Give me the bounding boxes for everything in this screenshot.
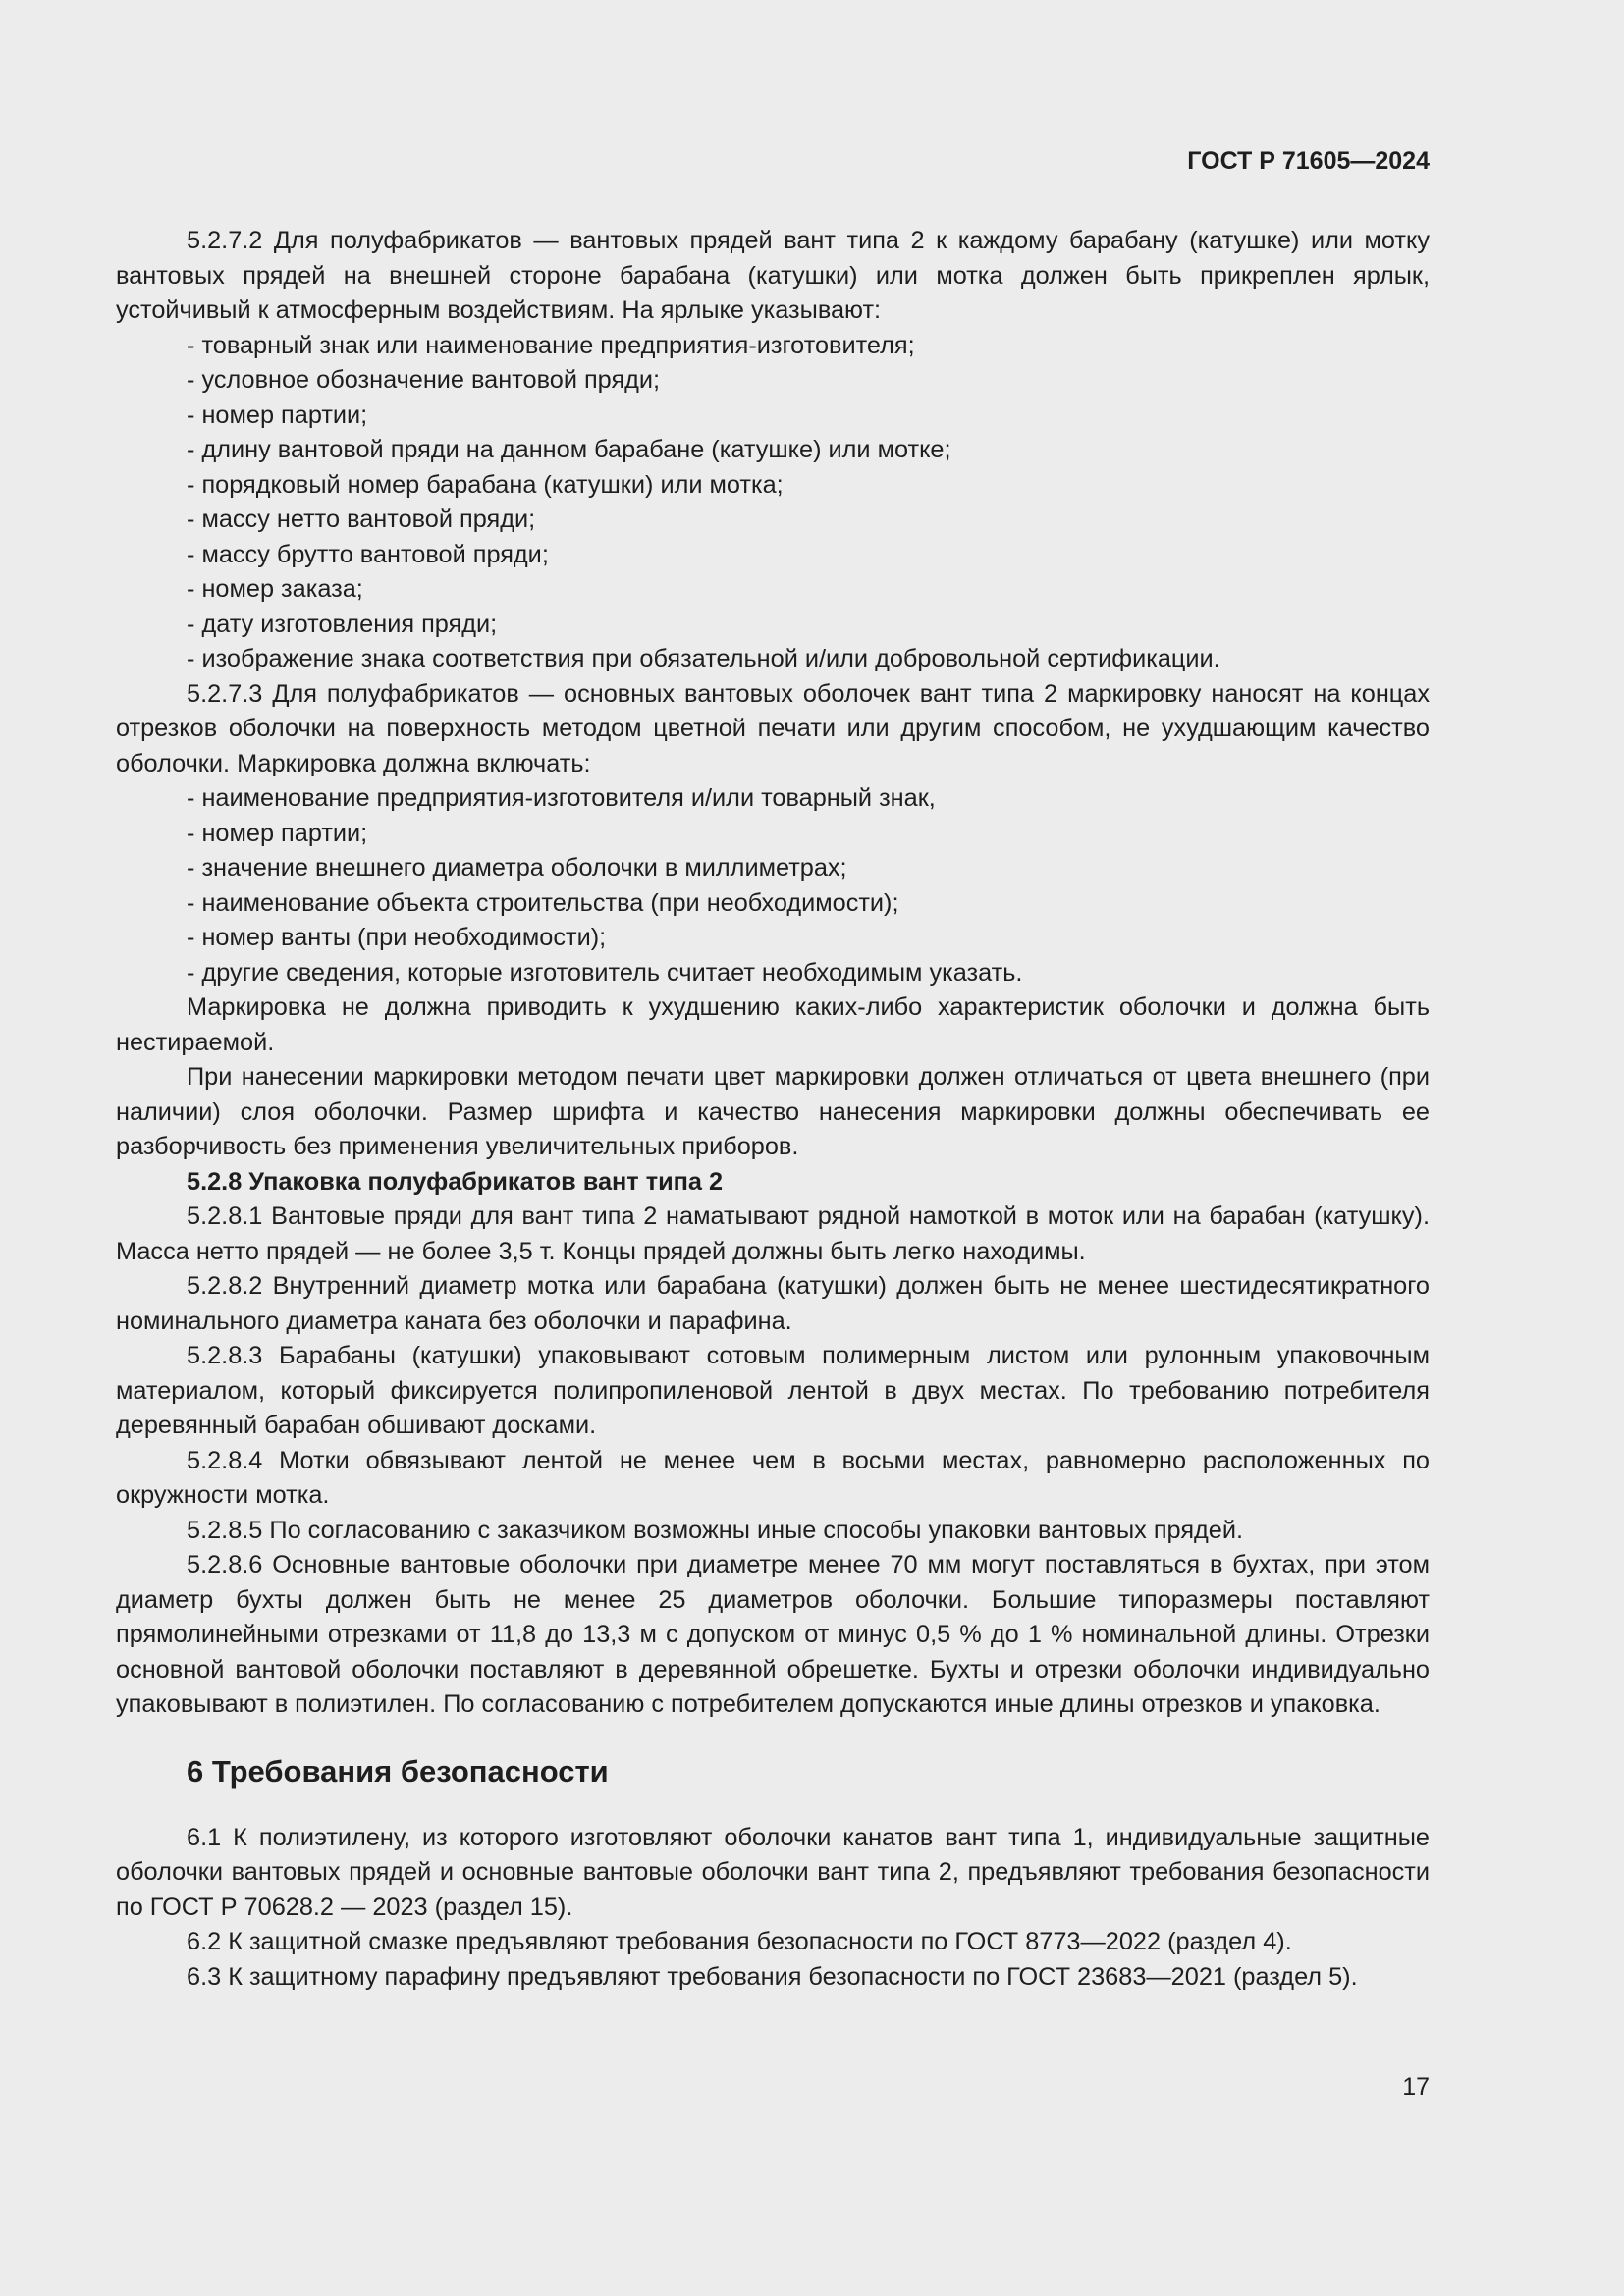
list-item: - номер заказа; [187, 575, 363, 603]
section-heading-6: 6 Требования безопасности [187, 1753, 609, 1789]
paragraph-5-2-8-2: 5.2.8.2 Внутренний диаметр мотка или барабана (катушки) должен быть не менее шестидесятикратного номинального диаметра каната без оболочки и парафина. [116, 1272, 1430, 1335]
paragraph-5-2-8-3: 5.2.8.3 Барабаны (катушки) упаковывают сотовым полимерным листом или рулонным упаковочным материалом, который фиксируется полипропиленовой лентой в двух местах. По требованию потребителя деревянный барабан обшивают досками. [116, 1342, 1430, 1439]
list-item: - товарный знак или наименование предприятия-изготовителя; [187, 331, 915, 359]
paragraph-5-2-8-6: 5.2.8.6 Основные вантовые оболочки при диаметре менее 70 мм могут поставляться в бухтах, при этом диаметр бухты должен быть не менее 25 диаметров оболочки. Большие типоразмеры поставляют прямолинейными отрезками от 11,8 до 13,3 м с допуском от минус 0,5 % до 1 % номинальной длины. Отрезки основной вантовой оболочки поставляют в деревянной обрешетке. Бухты и отрезки оболочки индивидуально упаковывают в полиэтилен. По согласованию с потребителем допускаются иные длины отрезков и упаковка. [116, 1551, 1430, 1718]
list-item: - номер ванты (при необходимости); [187, 924, 607, 951]
paragraph-5-2-7-3: 5.2.7.3 Для полуфабрикатов — основных вантовых оболочек вант типа 2 маркировку наносят на концах отрезков оболочки на поверхность методом цветной печати или другим способом, не ухудшающим качество оболочки. Маркировка должна включать: [116, 679, 1430, 777]
document-body [116, 224, 1430, 1995]
paragraph-6-3: 6.3 К защитному парафину предъявляют требования безопасности по ГОСТ 23683—2021 (раздел 5). [187, 1962, 1358, 1991]
document-id: ГОСТ Р 71605—2024 [1187, 147, 1430, 175]
list-item: - условное обозначение вантовой пряди; [187, 366, 661, 394]
paragraph-6-1: 6.1 К полиэтилену, из которого изготовляют оболочки канатов вант типа 1, индивидуальные защитные оболочки вантовых прядей и основные вантовые оболочки вант типа 2, предъявляют требования безопасности по ГОСТ Р 70628.2 — 2023 (раздел 15). [116, 1823, 1430, 1921]
paragraph-5-2-8-1: 5.2.8.1 Вантовые пряди для вант типа 2 наматывают рядной намоткой в моток или на барабан (катушку). Масса нетто прядей — не более 3,5 т. Концы прядей должны быть легко находимы. [116, 1202, 1430, 1265]
page-number: 17 [1402, 2073, 1430, 2101]
list-item: - массу брутто вантовой пряди; [187, 540, 549, 568]
list-item: - массу нетто вантовой пряди; [187, 506, 536, 533]
paragraph-6-2: 6.2 К защитной смазке предъявляют требования безопасности по ГОСТ 8773—2022 (раздел 4). [187, 1928, 1292, 1955]
paragraph: При нанесении маркировки методом печати цвет маркировки должен отличаться от цвета внешнего (при наличии) слоя оболочки. Размер шрифта и качество нанесения маркировки должны обеспечивать ее разборчивость без применения увеличительных приборов. [116, 1063, 1430, 1160]
list-item: - наименование предприятия-изготовителя и/или товарный знак, [187, 784, 936, 812]
list-item: - наименование объекта строительства (при необходимости); [187, 888, 899, 917]
paragraph-5-2-8-5: 5.2.8.5 По согласованию с заказчиком возможны иные способы упаковки вантовых прядей. [187, 1516, 1244, 1544]
subsection-heading-5-2-8: 5.2.8 Упаковка полуфабрикатов вант типа 2 [187, 1167, 724, 1196]
list-item: - значение внешнего диаметра оболочки в миллиметрах; [187, 854, 847, 881]
list-item: - порядковый номер барабана (катушки) или мотка; [187, 470, 784, 499]
list-item: - изображение знака соответствия при обязательной и/или добровольной сертификации. [187, 645, 1220, 672]
list-item: - дату изготовления пряди; [187, 610, 498, 638]
paragraph-5-2-8-4: 5.2.8.4 Мотки обвязывают лентой не менее чем в восьми местах, равномерно расположенных по окружности мотка. [116, 1446, 1430, 1509]
paragraph-5-2-7-2: 5.2.7.2 Для полуфабрикатов — вантовых прядей вант типа 2 к каждому барабану (катушке) или мотку вантовых прядей на внешней стороне барабана (катушки) или мотка должен быть прикреплен ярлык, устойчивый к атмосферным воздействиям. На ярлыке указывают: [116, 227, 1430, 324]
paragraph: Маркировка не должна приводить к ухудшению каких-либо характеристик оболочки и должна быть нестираемой. [116, 993, 1430, 1056]
list-item: - другие сведения, которые изготовитель считает необходимым указать. [187, 958, 1023, 987]
list-item: - номер партии; [187, 819, 368, 847]
list-item: - номер партии; [187, 400, 368, 429]
list-item: - длину вантовой пряди на данном барабане (катушке) или мотке; [187, 436, 951, 463]
